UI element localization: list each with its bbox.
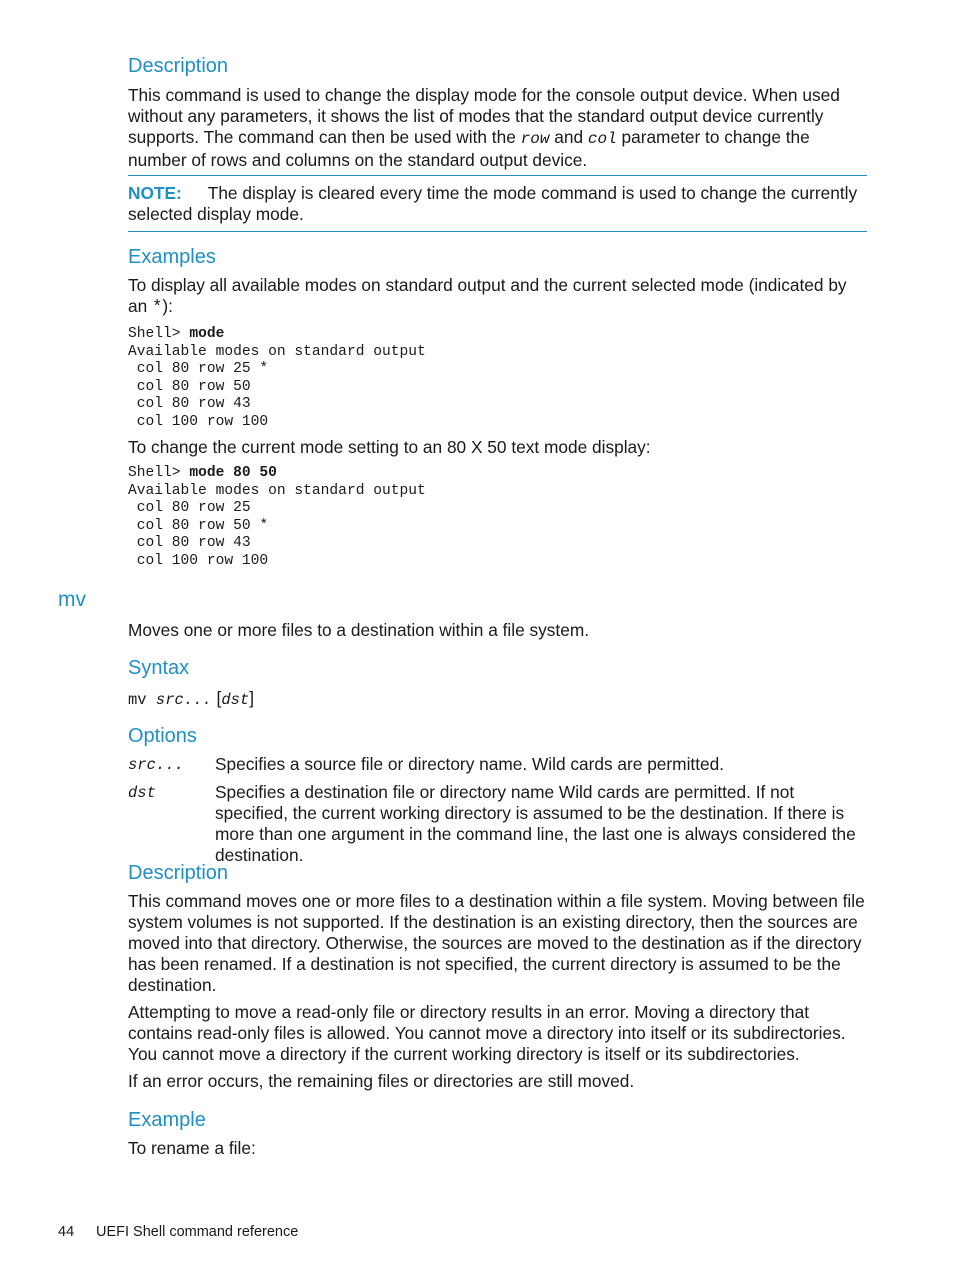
code-line: col 100 row 100: [128, 413, 269, 430]
code-line: col 100 row 100: [128, 552, 269, 569]
row-parameter: row: [520, 130, 550, 148]
note-text: The display is cleared every time the mode command is used to change the currently selected display mode.: [128, 183, 858, 224]
mv-description-heading: Description: [128, 862, 229, 884]
mv-description-p1: This command moves one or more files to a destination within a file system. Moving between file system volumes is not supported. If the destination is an existing directory, then the sources are moved into that directory. Otherwise, the sources are moved to the destination as if the directory has been renamed. If a destination is not specified, the current directory is assumed to be the destination.: [128, 891, 865, 995]
code-line: col 80 row 25: [128, 500, 251, 517]
note-box: [128, 183, 867, 225]
mv-section-title: mv: [58, 588, 86, 611]
examples-heading: Examples: [128, 246, 216, 268]
description-text-2b: and: [549, 127, 588, 147]
mv-summary: Moves one or more files to a destination within a file system.: [128, 620, 590, 640]
shell-command: mode 80 50: [189, 465, 277, 481]
syntax-line: [128, 688, 254, 711]
code-line: Available modes on standard output: [128, 343, 426, 360]
syntax-open-bracket: [: [211, 688, 222, 708]
note-label: NOTE:: [128, 183, 182, 203]
options-heading: Options: [128, 725, 197, 747]
option-desc-dst: Specifies a destination file or directory name Wild cards are permitted. If not specified, the current working directory is assumed to be the destination. If there is more than one argument in the command line, the last one is always considered the destination.: [215, 782, 856, 865]
note-bottom-rule: [128, 231, 867, 232]
footer-title: UEFI Shell command reference: [96, 1224, 299, 1240]
code-line: col 80 row 25 *: [128, 361, 269, 378]
syntax-close-bracket: ]: [249, 688, 255, 708]
asterisk-symbol: *: [152, 299, 163, 318]
description-heading: Description: [128, 55, 229, 77]
code-line: col 80 row 50: [128, 378, 251, 395]
option-desc-src: Specifies a source file or directory name. Wild cards are permitted.: [215, 754, 725, 774]
example1-intro-text: To display all available modes on standard output and the current selected mode (indicated by an: [128, 275, 847, 316]
mv-description-p3: If an error occurs, the remaining files or directories are still moved.: [128, 1071, 635, 1091]
example1-code-block: [128, 326, 426, 432]
description-paragraph: [128, 85, 873, 171]
col-parameter: col: [587, 130, 617, 148]
example2-code-block: [128, 465, 426, 571]
note-top-rule: [128, 175, 867, 176]
example2-intro: To change the current mode setting to an 80 X 50 text mode display:: [128, 437, 651, 457]
mv-description-p2: Attempting to move a read-only file or directory results in an error. Moving a directory that contains read-only files is allowed. You cannot move a directory into itself or its subdirectories. You cannot move a directory if the current working directory is itself or its subdirectories.: [128, 1002, 846, 1064]
shell-prompt: Shell>: [128, 465, 190, 481]
shell-prompt: Shell>: [128, 326, 190, 342]
example1-intro: [128, 275, 853, 319]
example1-intro-end: ):: [162, 296, 173, 316]
option-term-dst: dst: [128, 784, 156, 802]
example-heading: Example: [128, 1109, 206, 1131]
code-line: Available modes on standard output: [128, 482, 426, 499]
syntax-heading: Syntax: [128, 657, 190, 679]
syntax-src: src...: [155, 691, 212, 709]
code-line: col 80 row 43: [128, 535, 251, 552]
example-intro: To rename a file:: [128, 1138, 256, 1158]
description-text-2a: The command can then be used with the: [203, 127, 521, 147]
description-text-2c: parameter to change the number of rows and columns on the standard output device.: [128, 127, 810, 170]
option-term-src: src...: [128, 756, 184, 774]
description-text-1: This command is used to change the display mode for the console output device. When used without any parameters, it shows the list of modes that the standard output device currently supports.: [128, 85, 840, 147]
syntax-command: mv: [128, 691, 156, 709]
code-line: col 80 row 43: [128, 396, 251, 413]
page-number: 44: [58, 1224, 75, 1240]
code-line: col 80 row 50 *: [128, 517, 269, 534]
shell-command: mode: [189, 326, 225, 342]
syntax-dst: dst: [221, 691, 250, 709]
